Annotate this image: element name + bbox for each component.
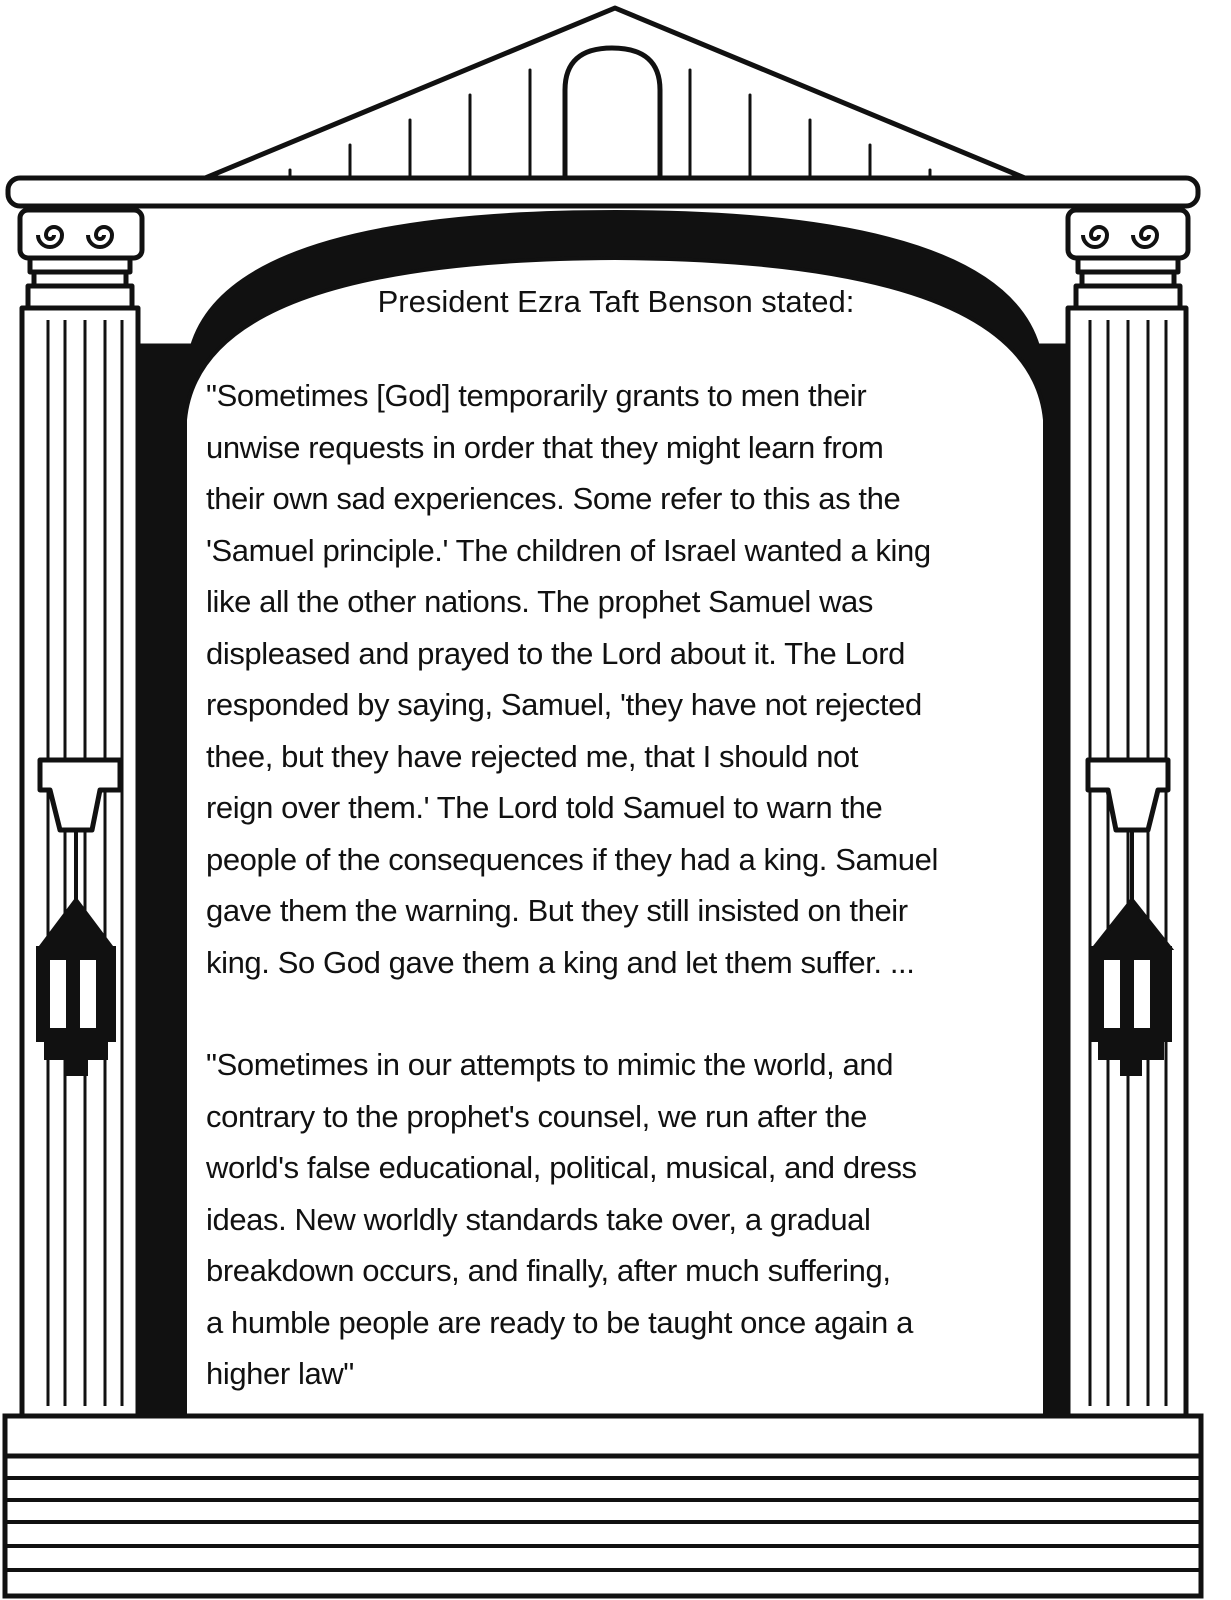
quote-panel (206, 282, 1026, 1400)
quote-line: a humble people are ready to be taught once again a (206, 1304, 913, 1340)
quote-line: unwise requests in order that they might learn from (206, 429, 884, 465)
quote-line: like all the other nations. The prophet Samuel was (206, 584, 873, 619)
paragraph-gap (206, 988, 1026, 1039)
quote-line: people of the consequences if they had a king. Samuel (206, 841, 938, 877)
quote-line: breakdown occurs, and finally, after much suffering, (206, 1253, 891, 1288)
quote-line: 'Samuel principle.' The children of Israel wanted a king (206, 532, 931, 568)
quote-paragraph-1 (206, 370, 1026, 988)
quote-line: "Sometimes in our attempts to mimic the world, and (206, 1047, 894, 1082)
right-column (1068, 210, 1188, 1416)
quote-line: world's false educational, political, musical, and dress (206, 1150, 917, 1185)
quote-line: gave them the warning. But they still insisted on their (206, 893, 908, 928)
left-column (20, 210, 142, 1416)
quote-line: contrary to the prophet's counsel, we run after the (206, 1098, 868, 1134)
quote-line: ideas. New worldly standards take over, a gradual (206, 1201, 871, 1237)
cornice (8, 178, 1198, 206)
quote-line: higher law" (206, 1356, 354, 1391)
base-steps (5, 1416, 1201, 1596)
quote-line: responded by saying, Samuel, 'they have not rejected (206, 687, 922, 722)
quote-paragraph-2 (206, 1039, 1026, 1400)
quote-line: displeased and prayed to the Lord about it. The Lord (206, 635, 906, 671)
quote-attribution: President Ezra Taft Benson stated: (377, 284, 855, 319)
quote-line: "Sometimes [God] temporarily grants to men their (206, 378, 867, 413)
quote-line: their own sad experiences. Some refer to this as the (206, 481, 901, 516)
quote-line: reign over them.' The Lord told Samuel to warn the (206, 790, 883, 825)
quote-line: thee, but they have rejected me, that I should not (206, 738, 859, 774)
quote-line: king. So God gave them a king and let them suffer. ... (206, 944, 915, 980)
